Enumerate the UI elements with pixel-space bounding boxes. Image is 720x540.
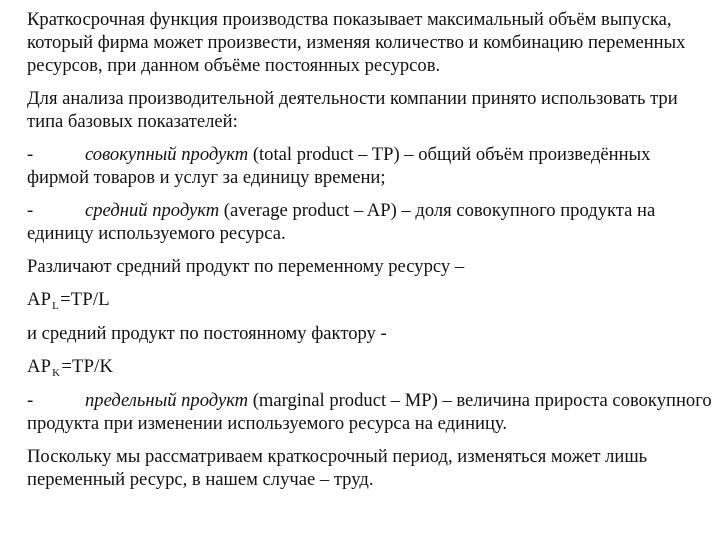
formula-ap-expression: =TP/L [60, 289, 110, 310]
formula-ap-capital [27, 355, 712, 378]
term-average-product: средний продукт [85, 200, 220, 221]
term-total-product: совокупный продукт [85, 144, 249, 165]
formula-subscript-l: L [52, 300, 60, 312]
bullet-text: (average product – AP) – доля совокупного продукта на единицу используемого ресурса. [27, 200, 656, 244]
formula-ap-expression: =TP/K [61, 356, 114, 377]
formula-ap-label: AP [27, 289, 52, 310]
bullet-average-product [27, 199, 712, 245]
bullet-total-product [27, 143, 712, 189]
bullet-dash: - [27, 200, 34, 221]
bullet-dash: - [27, 390, 34, 411]
term-marginal-product: предельный продукт [85, 390, 249, 411]
bullet-text: (marginal product – MP) – величина прироста совокупного продукта при изменении используемого ресурса на единицу. [27, 390, 712, 434]
paragraph-short-run-function: Краткосрочная функция производства показывает максимальный объём выпуска, который фирма может произвести, изменяя количество и комбинацию переменных ресурсов, при данном объёме постоянных ресурсов. [27, 9, 686, 76]
formula-ap-labor [27, 288, 712, 311]
formula-ap-label: AP [27, 356, 52, 377]
bullet-marginal-product [27, 389, 712, 435]
bullet-text: (total product – TP) – общий объём произведённых фирмой товаров и услуг за единицу времени; [27, 144, 651, 188]
paragraph-average-variable: Различают средний продукт по переменному ресурсу – [27, 256, 465, 277]
bullet-dash: - [27, 144, 34, 165]
formula-subscript-k: K [52, 367, 61, 379]
paragraph-short-run-conclusion: Поскольку мы рассматриваем краткосрочный период, изменяться может лишь переменный ресурс, в нашем случае – труд. [27, 446, 648, 490]
paragraph-average-fixed: и средний продукт по постоянному фактору - [27, 323, 387, 344]
paragraph-indicators-intro: Для анализа производительной деятельности компании принято использовать три типа базовых показателей: [27, 88, 678, 132]
